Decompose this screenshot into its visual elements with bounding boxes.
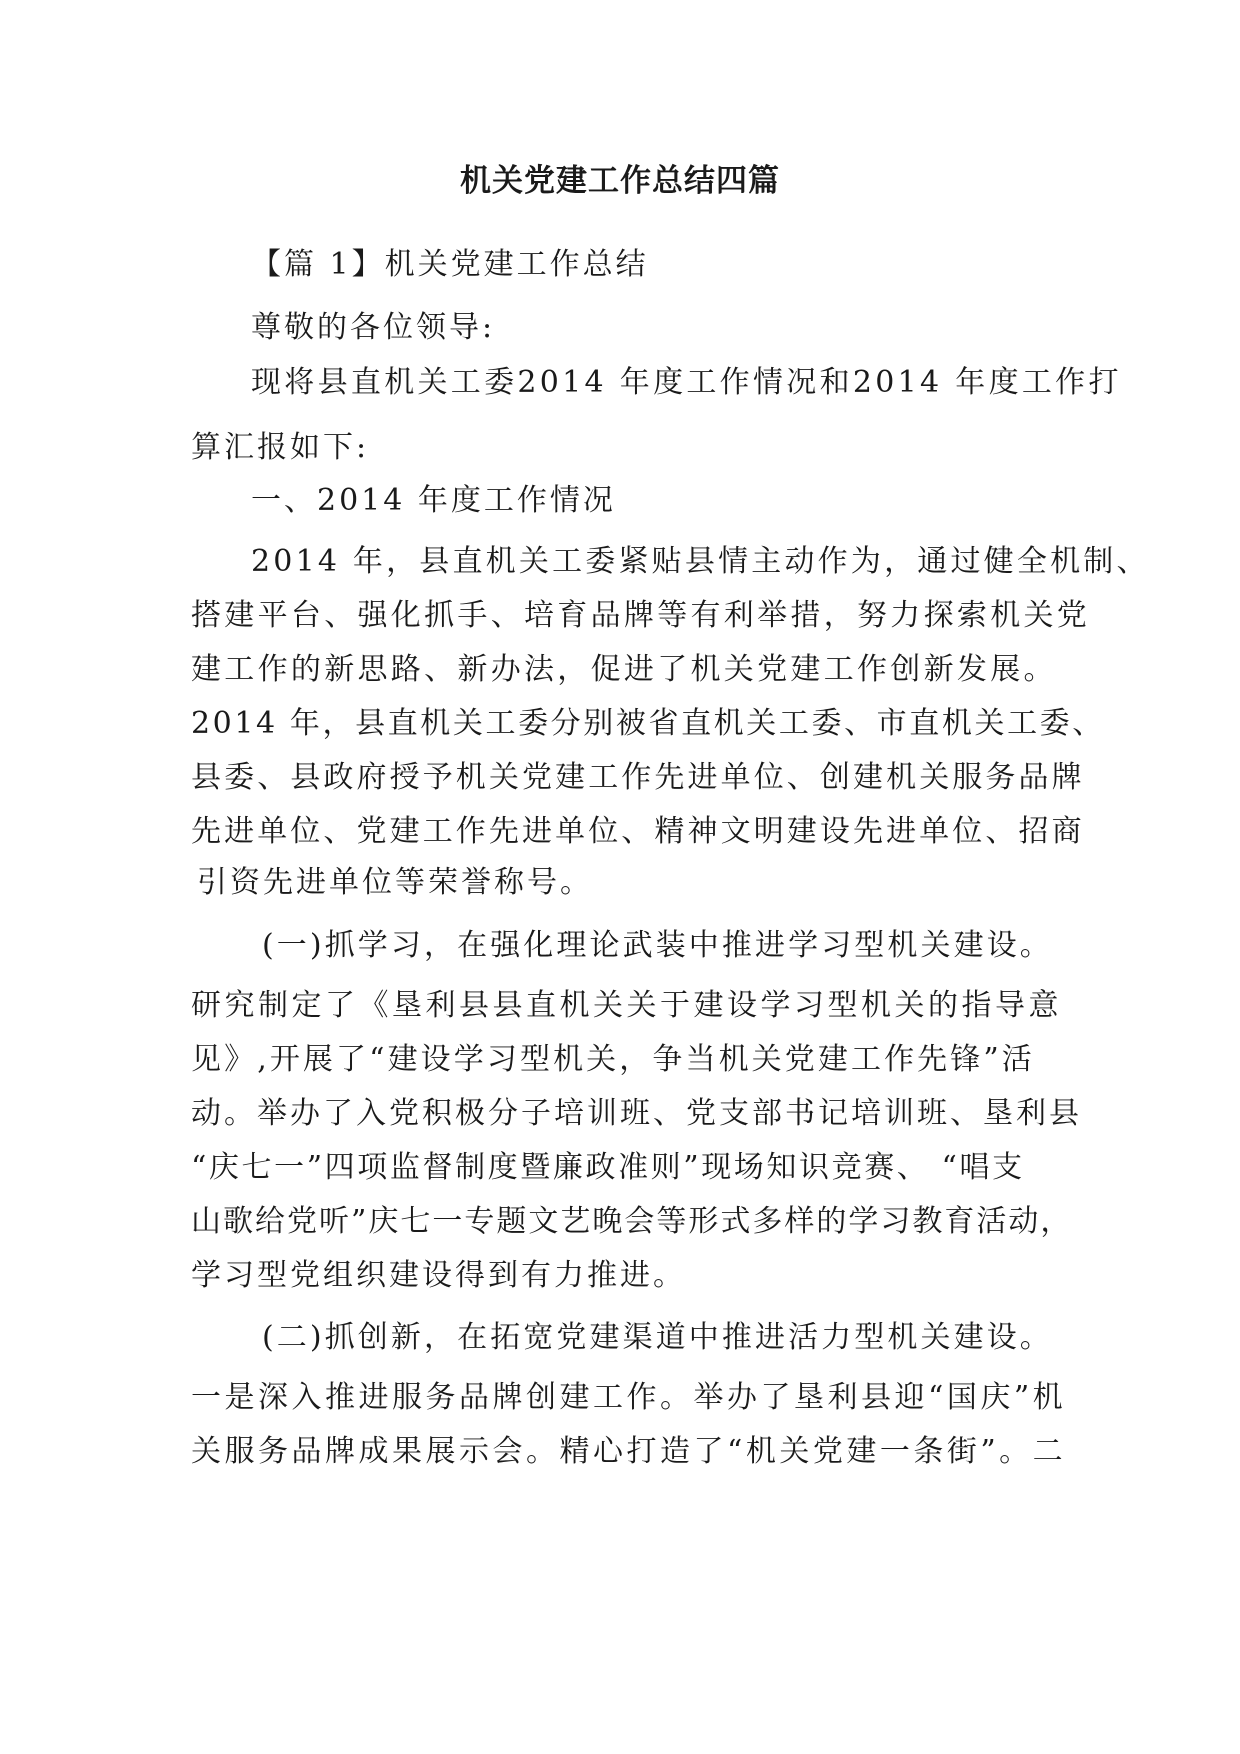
salutation: 尊敬的各位领导: <box>251 310 496 345</box>
paragraph-line: 2014 年，县直机关工委分别被省直机关工委、市直机关工委、 <box>191 706 1105 741</box>
paragraph-line: 县委、县政府授予机关党建工作先进单位、创建机关服务品牌 <box>191 760 1085 795</box>
paragraph-line: 山歌给党听”庆七一专题文艺晚会等形式多样的学习教育活动， <box>191 1204 1073 1239</box>
paragraph-line: 先进单位、党建工作先进单位、精神文明建设先进单位、招商 <box>191 814 1085 849</box>
paragraph-line: 建工作的新思路、新办法，促进了机关党建工作创新发展。 <box>191 652 1057 687</box>
paragraph-line: 学习型党组织建设得到有力推进。 <box>191 1258 686 1293</box>
paragraph-line: 引资先进单位等荣誉称号。 <box>197 865 593 900</box>
paragraph-line: 2014 年，县直机关工委紧贴县情主动作为，通过健全机制、 <box>251 544 1150 579</box>
paragraph-line: 研究制定了《垦利县县直机关关于建设学习型机关的指导意 <box>191 988 1062 1023</box>
item-heading-2: (二)抓创新，在拓宽党建渠道中推进活力型机关建设。 <box>262 1320 1053 1355</box>
document-title: 机关党建工作总结四篇 <box>460 163 780 199</box>
paragraph-line: 见》,开展了“建设学习型机关，争当机关党建工作先锋”活 <box>191 1042 1035 1077</box>
paragraph-line: “庆七一”四项监督制度暨廉政准则”现场知识竞赛、 “唱支 <box>191 1150 1025 1185</box>
subsection-heading: 一、2014 年度工作情况 <box>251 483 616 518</box>
item-heading-1: (一)抓学习，在强化理论武装中推进学习型机关建设。 <box>262 928 1053 963</box>
section-heading-1: 【篇 1】机关党建工作总结 <box>251 247 649 282</box>
paragraph-line: 算汇报如下: <box>191 430 370 465</box>
paragraph-line: 现将县直机关工委2014 年度工作情况和2014 年度工作打 <box>251 365 1122 400</box>
paragraph-line: 动。举办了入党积极分子培训班、党支部书记培训班、垦利县 <box>191 1096 1082 1131</box>
paragraph-line: 一是深入推进服务品牌创建工作。举办了垦利县迎“国庆”机 <box>191 1380 1067 1415</box>
paragraph-line: 关服务品牌成果展示会。精心打造了“机关党建一条街”。二 <box>191 1434 1067 1469</box>
paragraph-line: 搭建平台、强化抓手、培育品牌等有利举措，努力探索机关党 <box>191 598 1091 633</box>
